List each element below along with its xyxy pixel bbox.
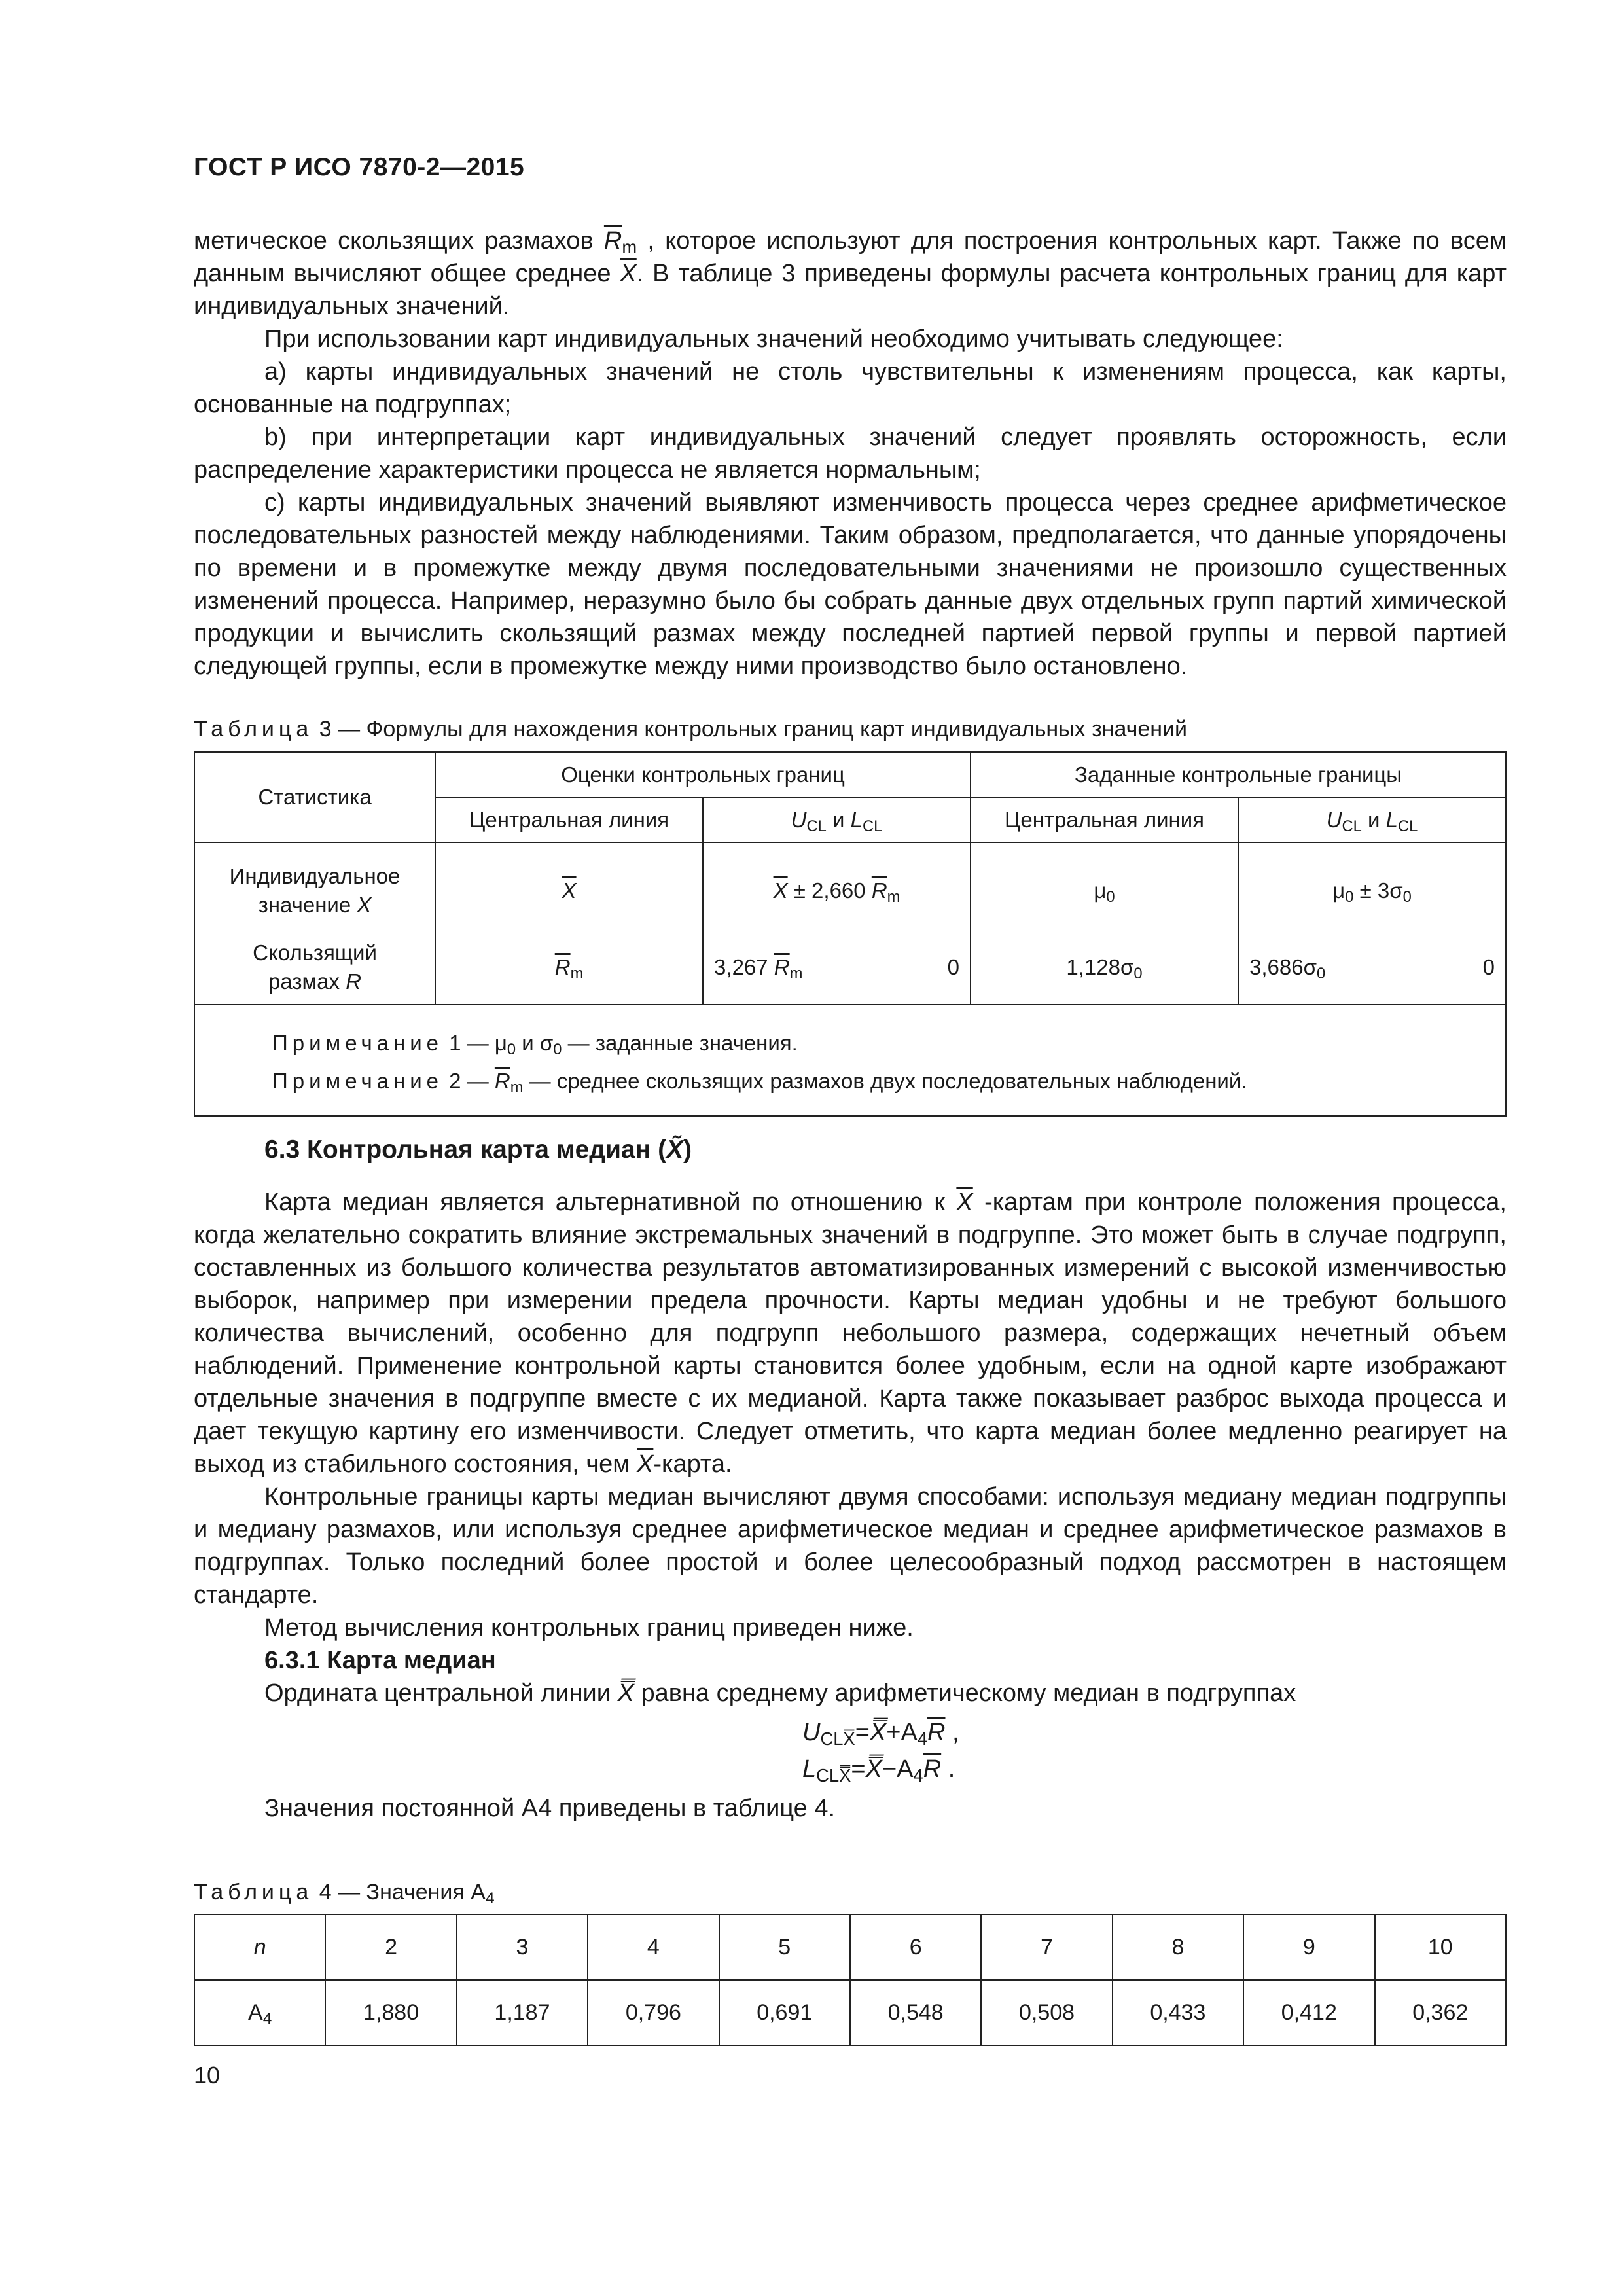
- header-central-line-given: Центральная линия: [971, 798, 1238, 842]
- note-1: [272, 1024, 1505, 1062]
- text-fragment: -карта.: [653, 1450, 732, 1478]
- symbol-u: U: [1326, 808, 1342, 832]
- header-ucl-lcl-given: [1238, 798, 1506, 842]
- formula-lcl: [194, 1746, 1507, 1792]
- ucl-value: [1249, 955, 1325, 980]
- rbar-symbol: $\overline{R}$: [923, 1755, 942, 1783]
- cell-a4-value: 0,796: [588, 1980, 719, 2045]
- text-fragment: ± 3σ: [1353, 878, 1403, 903]
- caption-label: Таблица: [194, 717, 313, 742]
- subscript: CLX̿: [816, 1765, 851, 1785]
- text-fragment: 2 —: [443, 1069, 495, 1093]
- xtilde-symbol: X̃: [666, 1136, 684, 1164]
- symbol-r: R: [346, 969, 362, 994]
- text-fragment: 6.3 Контрольная карта медиан (: [264, 1136, 667, 1164]
- text-fragment: равна среднему арифметическому медиан в подгруппах: [633, 1679, 1296, 1707]
- text-fragment: 1 —: [443, 1031, 495, 1055]
- cell-limits-estimated: [703, 931, 971, 1005]
- text-fragment: -картам при контроле положения процесса, когда желательно сократить влияние экстремальных значений в подгруппе. Это может быть в случае подгрупп, составленных из большого количества результатов автоматизированных измерений с высокой изменчивостью выборок, например при измерении предела прочности. Карты медиан удобны и не требуют большого количества вычислений, особенно для подгрупп небольшого размера, содержащих нечетный объем наблюдений. Применение контрольной карты становится более удобным, если на одной карте изображают отдельные значения в подгруппе вместе с их медианой. Карта также показывает разброс выхода процесса и дает текущую картину его изменчивости. Следует отметить, что карта медиан более медленно реагирует на выход из стабильного состояния, чем: [194, 1189, 1507, 1478]
- text-fragment: метическое скользящих размахов: [194, 227, 604, 255]
- lcl-value: 0: [1482, 955, 1495, 979]
- text-fragment: , которое используют для построения контрольных карт. Также по всем данным вычисляют общее среднее: [194, 227, 1507, 287]
- rbar-symbol: $\overline{R}$: [554, 955, 571, 979]
- cell-a4-value: 0,362: [1375, 1980, 1506, 2045]
- text-fragment: A: [897, 1755, 914, 1783]
- rbar-symbol: $\overline{R}$: [871, 878, 887, 903]
- xbar-symbol: $\overline{X}$: [620, 260, 637, 287]
- text-fragment: 1,128σ: [1066, 955, 1134, 979]
- header-estimated-limits: Оценки контрольных границ: [435, 752, 971, 798]
- text-fragment: A: [248, 2000, 263, 2025]
- intro-section: [194, 224, 1507, 683]
- subscript: m: [622, 236, 637, 257]
- text-fragment: размах: [268, 969, 346, 994]
- subscript: 0: [1316, 964, 1326, 982]
- cell-n-value: 9: [1243, 1914, 1374, 1980]
- caption-text: 4 — Значения A: [313, 1880, 486, 1905]
- text-fragment: — среднее скользящих размахов двух последовательных наблюдений.: [523, 1069, 1247, 1093]
- rbar-symbol: $\overline{R}$: [603, 227, 622, 255]
- cell-a4-value: 1,187: [457, 1980, 588, 2045]
- cell-a4-value: 0,691: [719, 1980, 850, 2045]
- table-notes-row: [194, 1005, 1506, 1116]
- xbar-symbol: $\overline{X}$: [637, 1450, 654, 1478]
- xbar-symbol: $\overline{X}$: [773, 878, 788, 903]
- symbol-u: U: [791, 808, 807, 832]
- cell-n-value: 4: [588, 1914, 719, 1980]
- note-label: Примечание: [272, 1031, 444, 1055]
- text-fragment: . В таблице 3 приведены формулы расчета контрольных границ для карт индивидуальных значений.: [194, 260, 1507, 320]
- cell-limits-given: [1238, 842, 1506, 931]
- text-fragment: ,: [945, 1719, 959, 1746]
- text-fragment: −: [882, 1755, 897, 1783]
- xdoublebar-symbol: X̿: [865, 1755, 882, 1783]
- note-2: [272, 1062, 1505, 1100]
- list-item-c: c) карты индивидуальных значений выявляют изменчивость процесса через среднее арифметическое последовательных разностей между наблюдениями. Таким образом, предполагается, что данные упорядочены по времени и в промежутке между двумя последовательными значениями не произошло существенных изменений процесса. Например, неразумно было бы собрать данные двух отдельных групп партий химической продукции и вычислить скользящий размах между последней партией первой группы и первой партией следующей группы, если в промежутке между ними производство было остановлено.: [194, 489, 1507, 680]
- mu-symbol: μ: [1332, 878, 1346, 903]
- text-fragment: +: [886, 1719, 901, 1746]
- symbol-l: L: [850, 808, 863, 832]
- table4-caption: [194, 1880, 495, 1908]
- table3: [194, 751, 1507, 1117]
- cell-limits-estimated: [703, 842, 971, 931]
- row-label-individual: [194, 842, 435, 931]
- section-paragraph-5: Значения постоянной A4 приведены в таблице 4.: [264, 1795, 836, 1822]
- rbar-symbol: $\overline{R}$: [927, 1719, 946, 1746]
- subscript: m: [789, 964, 803, 982]
- cell-central-given: [971, 842, 1238, 931]
- row-label-n: n: [194, 1914, 325, 1980]
- section-paragraph-2: Контрольные границы карты медиан вычисляют двумя способами: используя медиану медиан подгруппы и медиану размахов, или используя среднее арифметическое медиан и среднее арифметическое размахов в подгруппах. Только последний более простой и более целесообразный подход рассмотрен в настоящем стандарте.: [194, 1483, 1507, 1609]
- symbol-u: U: [802, 1719, 821, 1746]
- cell-central-estimated: [435, 931, 703, 1005]
- text-fragment: A: [901, 1719, 918, 1746]
- intro-paragraph-2: При использовании карт индивидуальных значений необходимо учитывать следующее:: [264, 325, 1283, 353]
- caption-text: 3 — Формулы для нахождения контрольных границ карт индивидуальных значений: [313, 717, 1188, 742]
- cell-a4-value: 0,412: [1243, 1980, 1374, 2045]
- cell-n-value: 5: [719, 1914, 850, 1980]
- intro-paragraph-1: [194, 224, 1507, 323]
- subscript: 4: [913, 1765, 923, 1785]
- section-paragraph-4: [194, 1677, 1507, 1710]
- cell-a4-value: 0,508: [981, 1980, 1112, 2045]
- sigma-symbol: σ: [539, 1031, 554, 1055]
- cell-a4-value: 0,433: [1113, 1980, 1243, 2045]
- subscript: CL: [806, 817, 827, 835]
- subscript: CL: [1342, 817, 1362, 835]
- table-row-a4: [194, 1980, 1506, 2045]
- text-fragment: =: [855, 1719, 870, 1746]
- page-number: 10: [194, 2062, 221, 2089]
- document-header: ГОСТ Р ИСО 7870-2—2015: [194, 153, 525, 181]
- symbol-l: L: [802, 1755, 817, 1783]
- subscript: 0: [1345, 888, 1354, 906]
- cell-central-estimated: [435, 842, 703, 931]
- cell-n-value: 6: [850, 1914, 981, 1980]
- list-item-b: b) при интерпретации карт индивидуальных значений следует проявлять осторожность, если распределение характеристики процесса не является нормальным;: [194, 423, 1507, 484]
- xdoublebar-symbol: X̿: [869, 1719, 887, 1746]
- header-given-limits: Заданные контрольные границы: [971, 752, 1506, 798]
- symbol-x: X: [357, 893, 372, 917]
- ucl-value: [714, 955, 802, 980]
- subscript: CL: [863, 817, 883, 835]
- caption-label: Таблица: [194, 1880, 313, 1905]
- note-label: Примечание: [272, 1069, 444, 1093]
- mu-symbol: μ: [1094, 878, 1107, 903]
- section-paragraph-1: [194, 1186, 1507, 1480]
- table-notes: [194, 1005, 1506, 1116]
- document-page: [194, 0, 1507, 2296]
- text-fragment: и: [516, 1031, 540, 1055]
- text-fragment: Ордината центральной линии: [264, 1679, 618, 1707]
- subsection-6-3-1-heading: 6.3.1 Карта медиан: [264, 1647, 496, 1674]
- subscript: 0: [1402, 888, 1412, 906]
- subscript: m: [510, 1078, 524, 1096]
- cell-n-value: 8: [1113, 1914, 1243, 1980]
- text-fragment: =: [851, 1755, 866, 1783]
- subscript: CLX̿: [820, 1728, 855, 1749]
- table-header-row: [194, 752, 1506, 798]
- xbar-symbol: $\overline{X}$: [956, 1189, 973, 1216]
- subscript: 0: [1133, 964, 1143, 982]
- section-paragraph-3: Метод вычисления контрольных границ приведен ниже.: [264, 1614, 914, 1641]
- subscript: 0: [553, 1040, 562, 1058]
- text-fragment: Карта медиан является альтернативной по отношению к: [264, 1189, 957, 1216]
- list-item-a: a) карты индивидуальных значений не столь чувствительны к изменениям процесса, как карты, основанные на подгруппах;: [194, 358, 1507, 418]
- subscript: 4: [262, 2009, 272, 2028]
- cell-n-value: 2: [325, 1914, 456, 1980]
- text-fragment: Индивидуальное: [229, 864, 401, 888]
- table-row: [194, 931, 1506, 1005]
- row-label-moving-range: [194, 931, 435, 1005]
- row-label-a4: [194, 1980, 325, 2045]
- cell-central-given: [971, 931, 1238, 1005]
- table3-caption: [194, 717, 1187, 742]
- xdoublebar-symbol: X̿: [617, 1679, 634, 1707]
- cell-a4-value: 0,548: [850, 1980, 981, 2045]
- table4: [194, 1914, 1507, 2046]
- subscript: CL: [1397, 817, 1418, 835]
- text-fragment: и: [1361, 808, 1386, 832]
- subscript: 0: [1106, 888, 1115, 906]
- xbar-symbol: $\overline{X}$: [562, 878, 577, 903]
- header-statistic: Статистика: [194, 752, 435, 842]
- text-fragment: Скользящий: [253, 941, 377, 965]
- cell-limits-given: [1238, 931, 1506, 1005]
- subscript: m: [570, 964, 584, 982]
- section-6-3-body: [194, 1186, 1507, 1825]
- symbol-l: L: [1385, 808, 1398, 832]
- table-row: [194, 842, 1506, 931]
- text-fragment: значение: [258, 893, 357, 917]
- header-ucl-lcl: [703, 798, 971, 842]
- rbar-symbol: $\overline{R}$: [774, 955, 790, 979]
- cell-n-value: 10: [1375, 1914, 1506, 1980]
- text-fragment: 3,686σ: [1249, 955, 1317, 979]
- text-fragment: 3,267: [714, 955, 774, 979]
- subscript: 4: [917, 1728, 928, 1749]
- subscript: m: [887, 888, 901, 906]
- cell-n-value: 3: [457, 1914, 588, 1980]
- mu-symbol: μ: [494, 1031, 507, 1055]
- table-row-n: [194, 1914, 1506, 1980]
- text-fragment: ± 2,660: [787, 878, 872, 903]
- text-fragment: — заданные значения.: [562, 1031, 798, 1055]
- rbar-symbol: $\overline{R}$: [494, 1069, 510, 1093]
- text-fragment: .: [941, 1755, 955, 1783]
- lcl-value: 0: [947, 955, 960, 979]
- cell-a4-value: 1,880: [325, 1980, 456, 2045]
- subscript: 0: [507, 1040, 516, 1058]
- section-6-3-heading: [264, 1136, 692, 1164]
- text-fragment: ): [683, 1136, 692, 1164]
- header-central-line: Центральная линия: [435, 798, 703, 842]
- cell-n-value: 7: [981, 1914, 1112, 1980]
- subscript: 4: [485, 1890, 495, 1908]
- text-fragment: и: [826, 808, 851, 832]
